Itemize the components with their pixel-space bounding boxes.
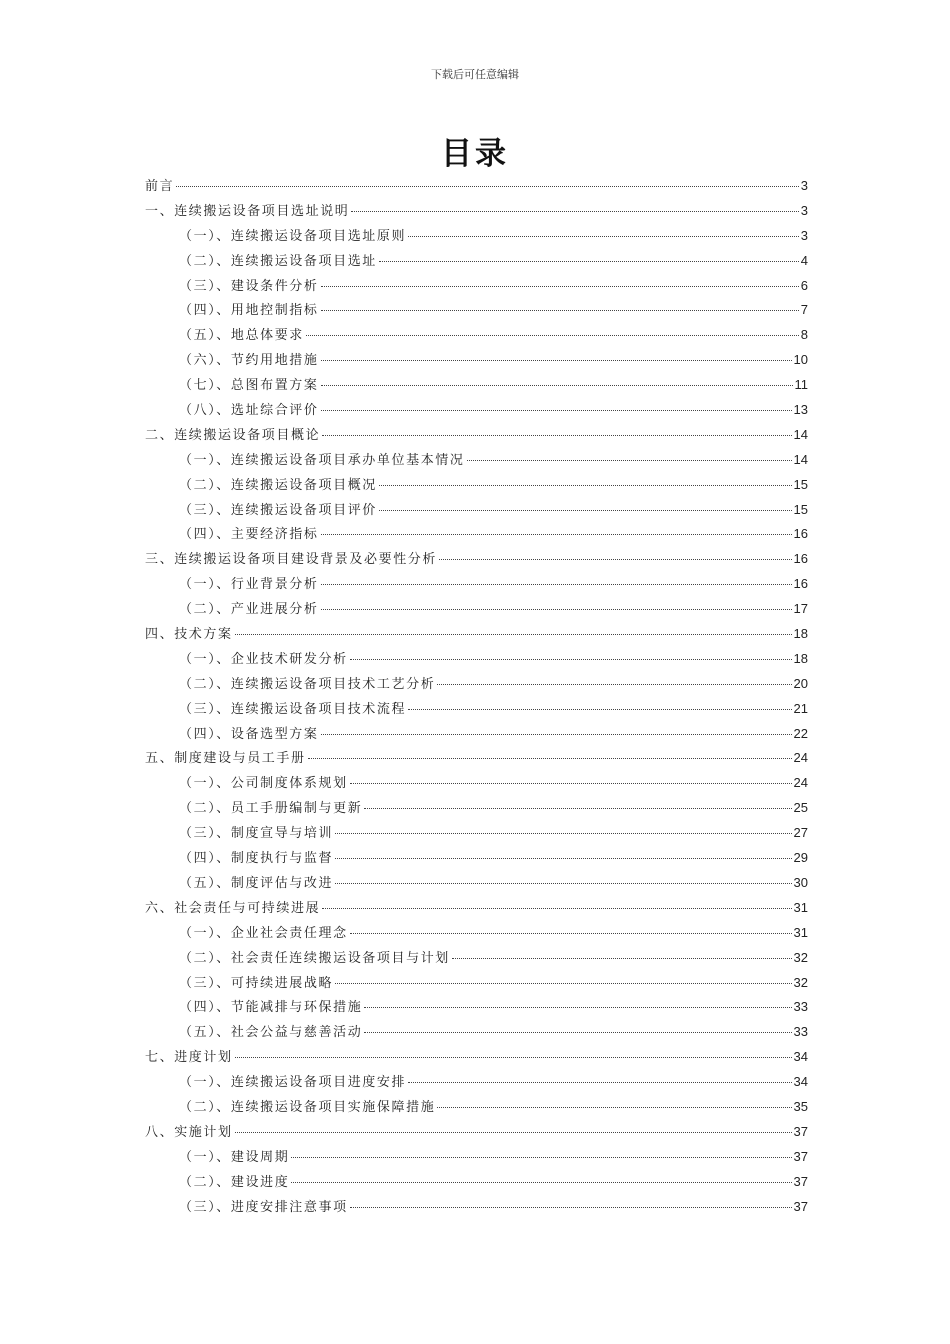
toc-subentry[interactable] <box>145 374 808 399</box>
toc-subentry[interactable] <box>145 225 808 250</box>
toc-entry[interactable] <box>145 548 808 573</box>
toc-entry-label: （三）、进度安排注意事项 <box>179 1199 348 1215</box>
toc-subentry[interactable] <box>145 1171 808 1196</box>
toc-entry-page-number: 17 <box>793 601 808 617</box>
toc-entry-page-number: 16 <box>793 526 808 542</box>
dot-leader <box>379 261 799 262</box>
dot-leader <box>452 958 792 959</box>
toc-entry-label: （五）、制度评估与改进 <box>179 875 334 891</box>
dot-leader <box>322 908 791 909</box>
dot-leader <box>408 1082 791 1083</box>
toc-entry-page-number: 37 <box>793 1198 808 1214</box>
toc-subentry[interactable] <box>145 822 808 847</box>
toc-entry-page-number: 30 <box>793 874 808 890</box>
dot-leader <box>437 1107 791 1108</box>
dot-leader <box>321 410 792 411</box>
toc-subentry[interactable] <box>145 698 808 723</box>
toc-subentry[interactable] <box>145 474 808 499</box>
dot-leader <box>364 1032 791 1033</box>
toc-subentry[interactable] <box>145 573 808 598</box>
toc-subentry[interactable] <box>145 723 808 748</box>
toc-entry-label: （一）、连续搬运设备项目选址原则 <box>179 228 407 244</box>
toc-entry-page-number: 25 <box>793 800 808 816</box>
toc-subentry[interactable] <box>145 1196 808 1221</box>
toc-entry-label: （三）、可持续进展战略 <box>179 975 334 991</box>
toc-entry[interactable] <box>145 1121 808 1146</box>
toc-entry-page-number: 3 <box>800 178 808 193</box>
dot-leader <box>321 360 792 361</box>
dot-leader <box>335 883 791 884</box>
toc-entry-label: （五）、地总体要求 <box>179 328 304 344</box>
toc-entry-page-number: 16 <box>793 551 808 567</box>
toc-entry-label: （四）、设备选型方案 <box>179 726 319 742</box>
toc-entry-label: （二）、社会责任连续搬运设备项目与计划 <box>179 950 450 966</box>
toc-entry-label: （三）、制度宣导与培训 <box>179 826 334 842</box>
toc-entry-page-number: 24 <box>793 775 808 791</box>
dot-leader <box>321 609 792 610</box>
dot-leader <box>335 833 791 834</box>
toc-subentry[interactable] <box>145 1146 808 1171</box>
dot-leader <box>351 211 798 212</box>
dot-leader <box>408 236 799 237</box>
toc-entry[interactable] <box>145 424 808 449</box>
toc-entry-label: （五）、社会公益与慈善活动 <box>179 1025 363 1041</box>
toc-entry-page-number: 16 <box>793 576 808 592</box>
dot-leader <box>321 584 792 585</box>
dot-leader <box>335 858 791 859</box>
toc-entry-label: 二、连续搬运设备项目概论 <box>145 427 321 443</box>
toc-entry-page-number: 20 <box>793 675 808 691</box>
dot-leader <box>291 1182 791 1183</box>
dot-leader <box>379 485 792 486</box>
toc-entry-page-number: 4 <box>800 252 808 268</box>
toc-entry-page-number: 15 <box>793 501 808 517</box>
dot-leader <box>321 310 799 311</box>
toc-subentry[interactable] <box>145 1071 808 1096</box>
dot-leader <box>437 684 791 685</box>
dot-leader <box>321 734 792 735</box>
toc-entry-page-number: 37 <box>793 1173 808 1189</box>
page-title: 目录 <box>441 136 509 172</box>
toc-entry-label: （一）、行业背景分析 <box>179 577 319 593</box>
toc-entry-page-number: 7 <box>800 302 808 318</box>
toc-entry-label: 六、社会责任与可持续进展 <box>145 900 321 916</box>
toc-entry[interactable] <box>145 1046 808 1071</box>
toc-entry[interactable] <box>145 175 808 200</box>
toc-entry[interactable] <box>145 747 808 772</box>
table-of-contents <box>145 175 808 1220</box>
toc-entry-label: （四）、制度执行与监督 <box>179 851 334 867</box>
dot-leader <box>364 1007 791 1008</box>
toc-entry-label: （一）、连续搬运设备项目进度安排 <box>179 1075 407 1091</box>
page-header: 下载后可任意编辑 <box>431 68 519 81</box>
dot-leader <box>350 783 792 784</box>
dot-leader <box>439 559 792 560</box>
toc-entry-label: （六）、节约用地措施 <box>179 353 319 369</box>
toc-entry-label: （二）、建设进度 <box>179 1174 290 1190</box>
dot-leader <box>235 634 792 635</box>
toc-entry-label: 一、连续搬运设备项目选址说明 <box>145 203 350 219</box>
toc-subentry[interactable] <box>145 922 808 947</box>
toc-entry-page-number: 24 <box>793 750 808 766</box>
toc-entry-label: （三）、连续搬运设备项目评价 <box>179 502 377 518</box>
toc-subentry[interactable] <box>145 673 808 698</box>
toc-entry-page-number: 37 <box>793 1148 808 1164</box>
toc-entry-label: （二）、产业进展分析 <box>179 602 319 618</box>
toc-entry-page-number: 14 <box>793 426 808 442</box>
toc-entry-page-number: 11 <box>794 377 808 393</box>
toc-entry-label: （四）、主要经济指标 <box>179 527 319 543</box>
dot-leader <box>308 758 792 759</box>
toc-entry-page-number: 34 <box>793 1049 808 1065</box>
toc-entry-page-number: 8 <box>800 327 808 343</box>
dot-leader <box>235 1057 792 1058</box>
toc-subentry[interactable] <box>145 947 808 972</box>
toc-entry-label: （三）、建设条件分析 <box>179 278 319 294</box>
toc-entry-page-number: 31 <box>793 924 808 940</box>
toc-entry-label: （一）、企业社会责任理念 <box>179 925 348 941</box>
dot-leader <box>321 385 793 386</box>
toc-entry-label: （一）、企业技术研发分析 <box>179 651 348 667</box>
toc-subentry[interactable] <box>145 972 808 997</box>
dot-leader <box>467 460 792 461</box>
dot-leader <box>321 534 792 535</box>
toc-entry-page-number: 34 <box>793 1074 808 1090</box>
dot-leader <box>176 186 799 187</box>
toc-entry-page-number: 18 <box>793 626 808 642</box>
toc-entry-label: （一）、建设周期 <box>179 1149 290 1165</box>
toc-entry[interactable] <box>145 200 808 225</box>
dot-leader <box>364 808 791 809</box>
toc-entry-page-number: 21 <box>793 700 808 716</box>
toc-entry-label: 前言 <box>145 179 175 194</box>
toc-entry-page-number: 31 <box>793 899 808 915</box>
toc-subentry[interactable] <box>145 250 808 275</box>
toc-entry-label: （七）、总图布置方案 <box>179 378 319 394</box>
dot-leader <box>350 933 792 934</box>
toc-entry-page-number: 27 <box>793 825 808 841</box>
toc-entry-page-number: 33 <box>793 1024 808 1040</box>
toc-entry-label: 四、技术方案 <box>145 627 233 643</box>
dot-leader <box>408 709 791 710</box>
toc-entry-label: （四）、节能减排与环保措施 <box>179 1000 363 1016</box>
toc-entry-label: （二）、连续搬运设备项目概况 <box>179 477 377 493</box>
toc-entry-page-number: 6 <box>800 277 808 293</box>
toc-entry-label: 五、制度建设与员工手册 <box>145 751 306 767</box>
dot-leader <box>321 286 799 287</box>
toc-subentry[interactable] <box>145 797 808 822</box>
toc-subentry[interactable] <box>145 275 808 300</box>
dot-leader <box>379 510 792 511</box>
toc-entry-label: （三）、连续搬运设备项目技术流程 <box>179 701 407 717</box>
toc-entry-label: 七、进度计划 <box>145 1050 233 1066</box>
toc-subentry[interactable] <box>145 1021 808 1046</box>
toc-entry-label: （二）、连续搬运设备项目技术工艺分析 <box>179 676 436 692</box>
toc-entry-page-number: 15 <box>793 476 808 492</box>
toc-entry-page-number: 37 <box>793 1123 808 1139</box>
toc-entry[interactable] <box>145 623 808 648</box>
toc-subentry[interactable] <box>145 648 808 673</box>
toc-subentry[interactable] <box>145 1096 808 1121</box>
toc-subentry[interactable] <box>145 399 808 424</box>
toc-entry-label: （八）、选址综合评价 <box>179 403 319 419</box>
toc-subentry[interactable] <box>145 499 808 524</box>
dot-leader <box>306 335 799 336</box>
toc-subentry[interactable] <box>145 324 808 349</box>
toc-entry-label: （二）、员工手册编制与更新 <box>179 801 363 817</box>
dot-leader <box>322 435 791 436</box>
toc-subentry[interactable] <box>145 523 808 548</box>
dot-leader <box>335 983 791 984</box>
toc-entry-page-number: 18 <box>793 650 808 666</box>
toc-subentry[interactable] <box>145 772 808 797</box>
dot-leader <box>291 1157 791 1158</box>
dot-leader <box>235 1132 792 1133</box>
toc-entry-label: （二）、连续搬运设备项目实施保障措施 <box>179 1099 436 1115</box>
toc-subentry[interactable] <box>145 847 808 872</box>
toc-entry-label: （二）、连续搬运设备项目选址 <box>179 253 377 269</box>
toc-entry-page-number: 35 <box>793 1098 808 1114</box>
dot-leader <box>350 659 792 660</box>
toc-entry-page-number: 22 <box>793 725 808 741</box>
toc-entry-page-number: 32 <box>793 949 808 965</box>
toc-entry-page-number: 13 <box>793 402 808 418</box>
toc-entry-label: （一）、公司制度体系规划 <box>179 776 348 792</box>
toc-entry-page-number: 32 <box>793 974 808 990</box>
toc-entry[interactable] <box>145 897 808 922</box>
toc-entry-page-number: 3 <box>800 227 808 243</box>
toc-entry-page-number: 10 <box>793 352 808 368</box>
toc-subentry[interactable] <box>145 299 808 324</box>
toc-entry-page-number: 3 <box>800 202 808 218</box>
toc-entry-page-number: 29 <box>793 850 808 866</box>
toc-entry-page-number: 33 <box>793 999 808 1015</box>
toc-entry-label: 三、连续搬运设备项目建设背景及必要性分析 <box>145 552 438 568</box>
toc-entry-label: （四）、用地控制指标 <box>179 303 319 319</box>
toc-entry-label: 八、实施计划 <box>145 1124 233 1140</box>
toc-subentry[interactable] <box>145 996 808 1021</box>
toc-subentry[interactable] <box>145 598 808 623</box>
toc-subentry[interactable] <box>145 349 808 374</box>
toc-subentry[interactable] <box>145 872 808 897</box>
toc-entry-page-number: 14 <box>793 451 808 467</box>
dot-leader <box>350 1207 792 1208</box>
toc-entry-label: （一）、连续搬运设备项目承办单位基本情况 <box>179 452 465 468</box>
toc-subentry[interactable] <box>145 449 808 474</box>
